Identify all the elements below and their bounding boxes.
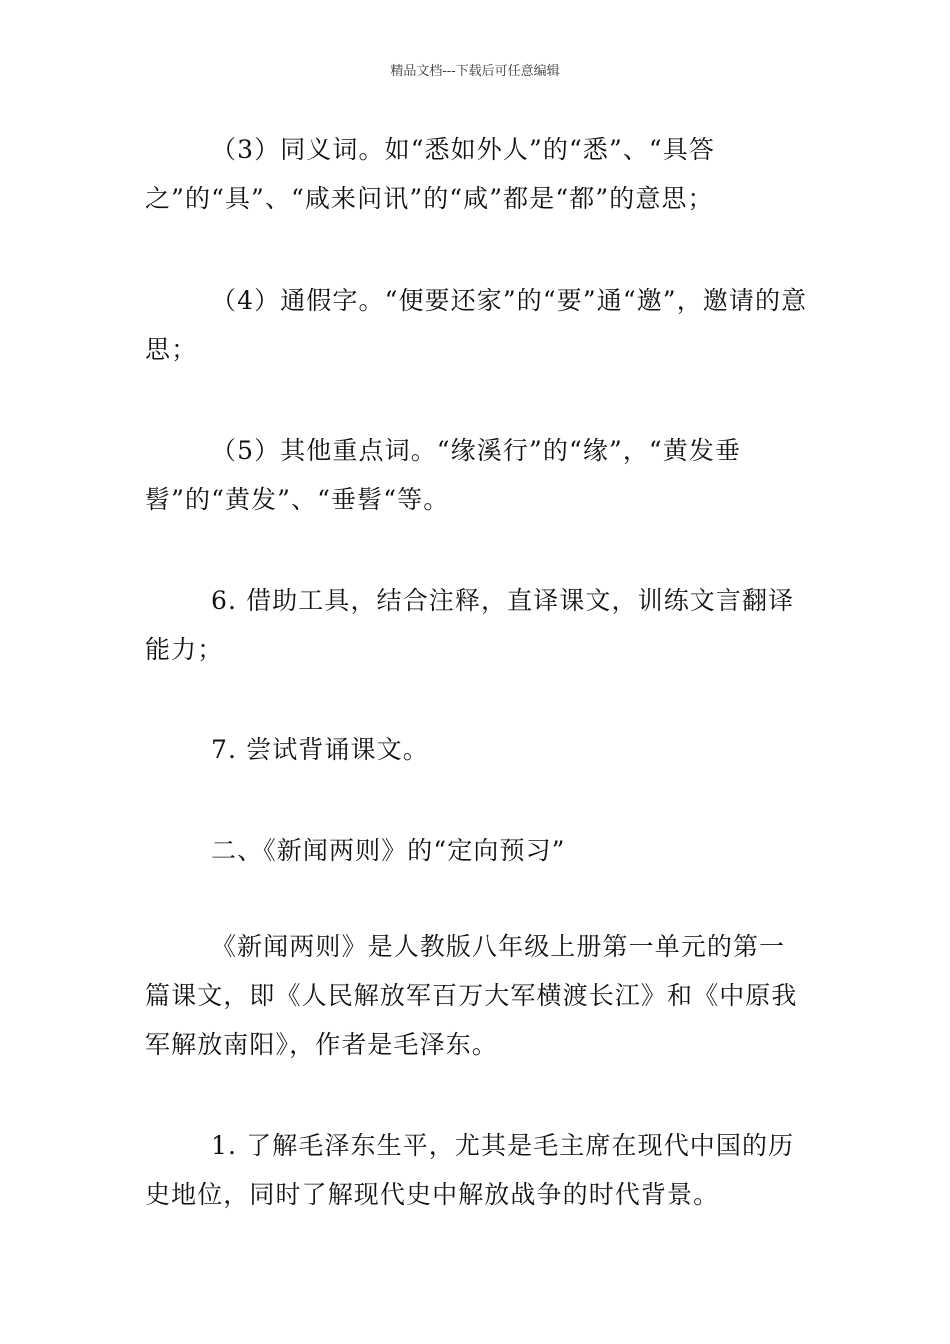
paragraph-phonetic-loan: （4）通假字。“便要还家”的“要”通“邀”，邀请的意思； xyxy=(145,286,808,364)
paragraph-recitation: 7. 尝试背诵课文。 xyxy=(211,735,429,764)
section-heading: 二、《新闻两则》的“定向预习” xyxy=(211,836,566,865)
paragraph-synonyms: （3）同义词。如“悉如外人”的“悉”、“具答之”的“具”、“咸来问讯”的“咸”都是“都”的意思； xyxy=(145,135,716,213)
paragraph-translation: 6. 借助工具，结合注释，直译课文，训练文言翻译能力； xyxy=(145,586,795,664)
page-header: 精品文档---下载后可任意编辑 xyxy=(390,64,560,79)
paragraph-key-words: （5）其他重点词。“缘溪行”的“缘”，“黄发垂髫”的“黄发”、“垂髫“等。 xyxy=(145,436,742,514)
paragraph-biography: 1. 了解毛泽东生平，尤其是毛主席在现代中国的历史地位，同时了解现代史中解放战争的时代背景。 xyxy=(145,1131,795,1209)
paragraph-intro: 《新闻两则》是人教版八年级上册第一单元的第一篇课文，即《人民解放军百万大军横渡长江》和《中原我军解放南阳》，作者是毛泽东。 xyxy=(145,932,798,1059)
